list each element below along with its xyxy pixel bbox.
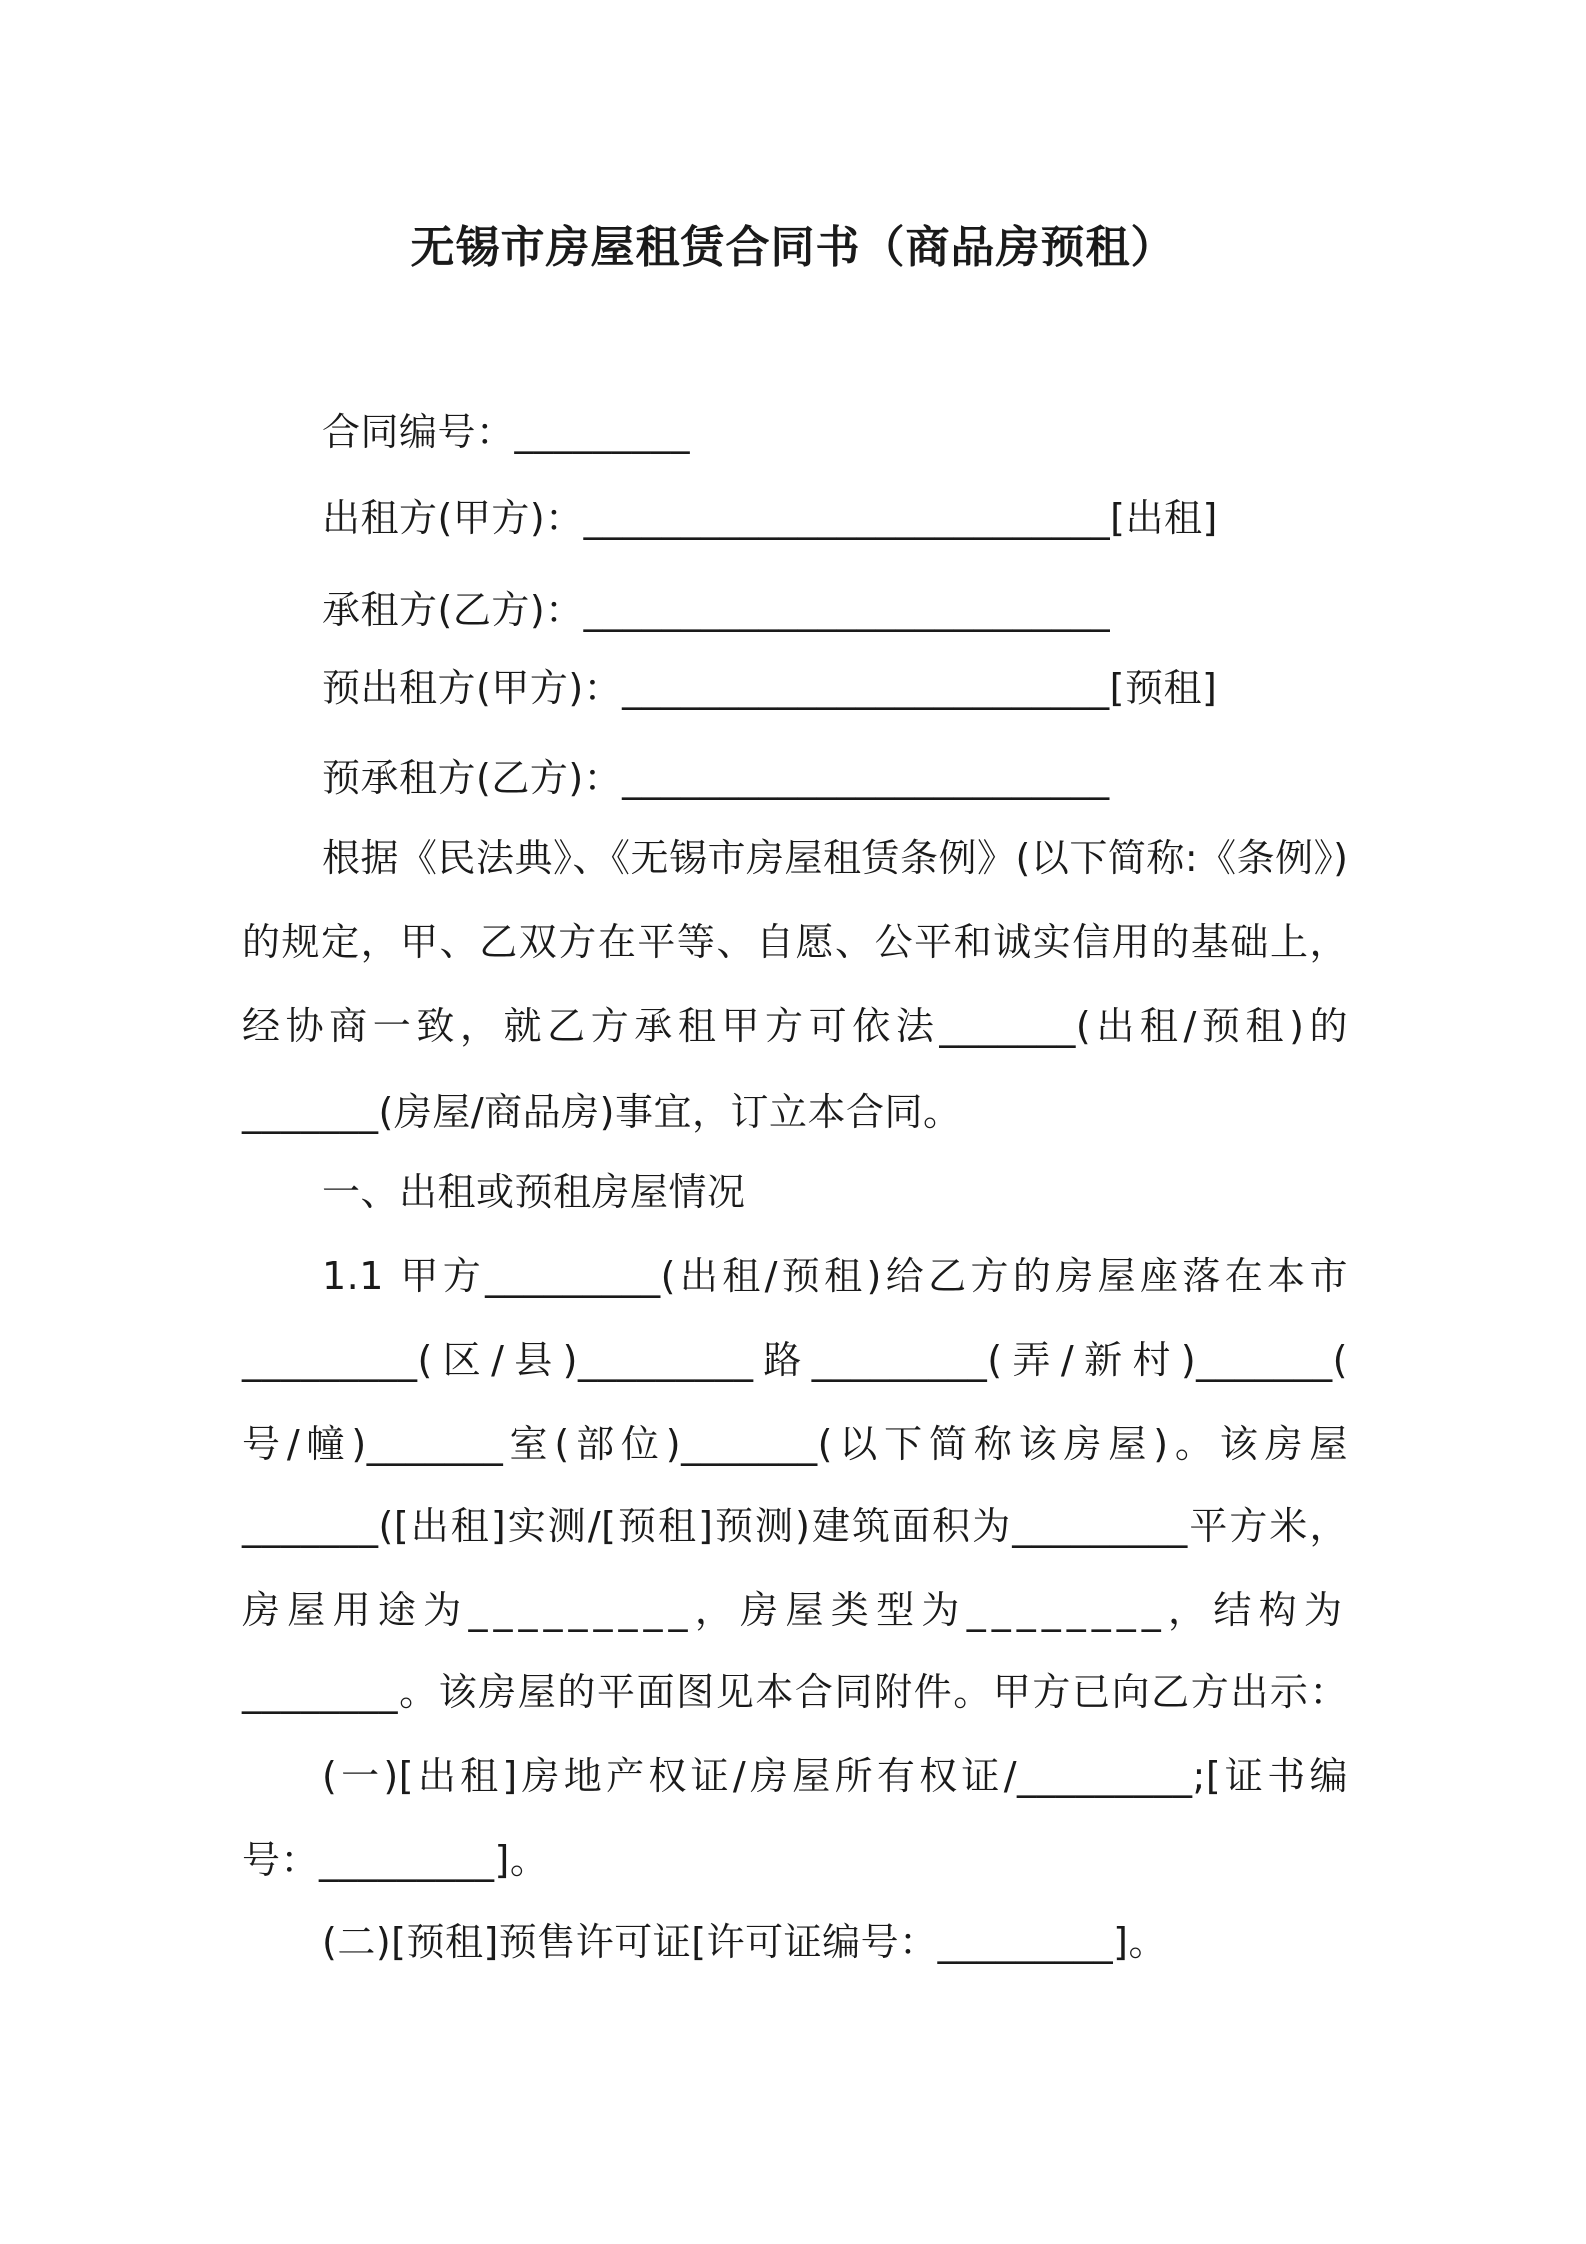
document-title: 无锡市房屋租赁合同书（商品房预租） — [410, 222, 1176, 273]
preamble-line-3: 经协商一致，就乙方承租甲方可依法_______(出租/预租)的 — [242, 1004, 1348, 1048]
pre-lessee-field: 预承租方(乙方)：_________________________ — [322, 756, 1110, 800]
preamble-line-2: 的规定，甲、乙双方在平等、自愿、公平和诚实信用的基础上， — [242, 920, 1348, 964]
item-1-line-2: 号：_________]。 — [242, 1838, 549, 1882]
clause-1-1-line-6: ________。该房屋的平面图见本合同附件。甲方已向乙方出示： — [242, 1670, 1348, 1714]
clause-1-1-line-1: 1.1 甲方_________(出租/预租)给乙方的房屋座落在本市 — [322, 1254, 1348, 1298]
pre-lessor-field: 预出租方(甲方)：_________________________[预租] — [322, 666, 1218, 710]
lessee-field: 承租方(乙方)：___________________________ — [322, 588, 1111, 632]
contract-number-field: 合同编号：_________ — [322, 410, 691, 454]
item-1-line-1: (一)[出租]房地产权证/房屋所有权证/_________;[证书编 — [322, 1754, 1348, 1798]
clause-1-1-line-2: _________(区/县)_________路_________(弄/新村)_______( — [242, 1338, 1348, 1382]
item-2: (二)[预租]预售许可证[许可证编号：_________]。 — [322, 1920, 1167, 1964]
section-1-heading: 一、出租或预租房屋情况 — [322, 1170, 746, 1214]
preamble-line-1: 根据《民法典》、《无锡市房屋租赁条例》(以下简称:《条例》) — [322, 836, 1349, 880]
lessor-field: 出租方(甲方)：___________________________[出租] — [322, 496, 1218, 540]
clause-1-1-line-4: _______([出租]实测/[预租]预测)建筑面积为_________平方米， — [242, 1504, 1348, 1548]
preamble-line-4: _______(房屋/商品房)事宜，订立本合同。 — [242, 1090, 962, 1134]
clause-1-1-line-3: 号/幢)_______室(部位)_______(以下简称该房屋)。该房屋 — [242, 1422, 1348, 1466]
clause-1-1-line-5: 房屋用途为_________，房屋类型为________，结构为 — [242, 1588, 1348, 1632]
